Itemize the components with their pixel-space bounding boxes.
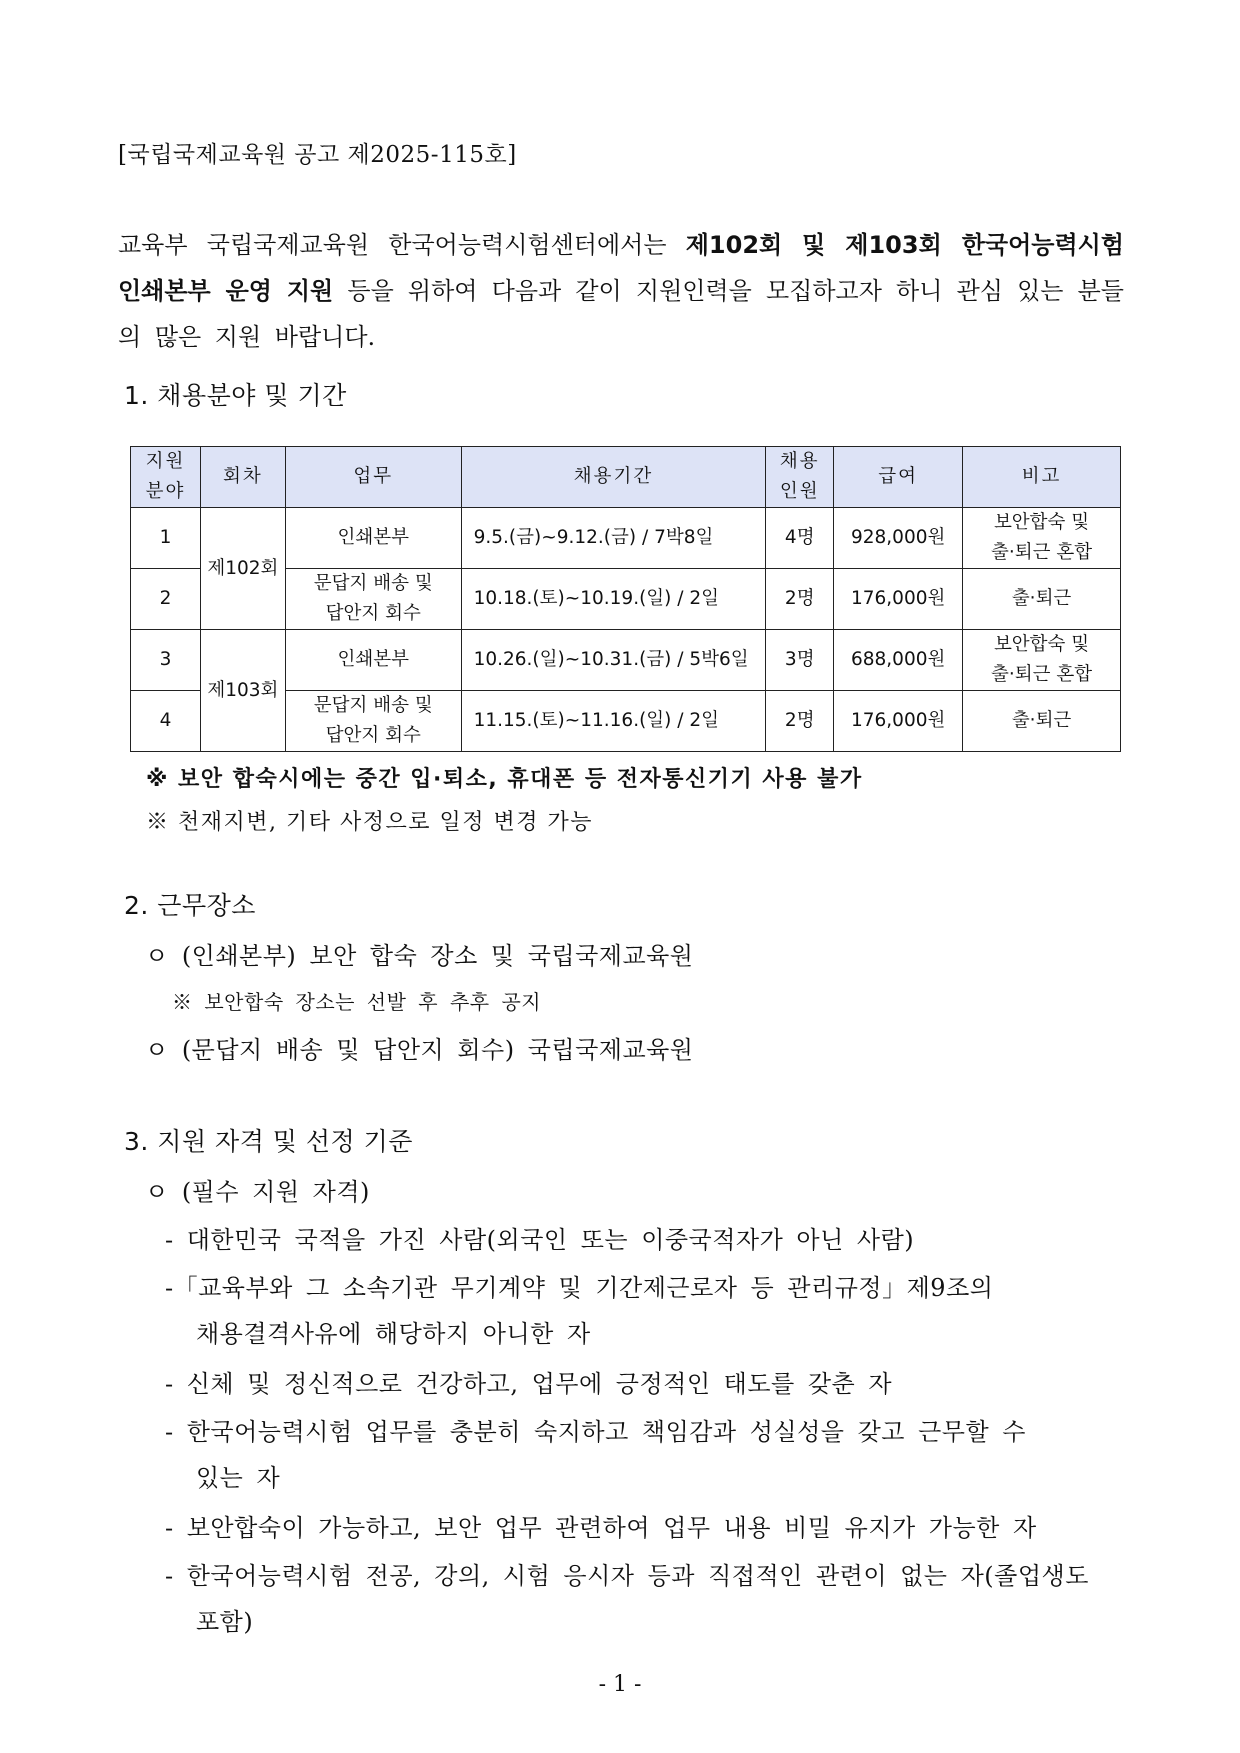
section2-title: 2. 근무장소	[124, 891, 256, 920]
note-schedule: ※ 천재지변, 기타 사정으로 일정 변경 가능	[146, 810, 593, 835]
notice-number: [국립국제교육원 공고 제2025-115호]	[118, 142, 517, 168]
table-row	[131, 508, 1121, 569]
cell-pay: 928,000원	[834, 508, 963, 569]
header-round: 회차	[200, 447, 285, 508]
cell-remark: 출·퇴근	[963, 569, 1121, 630]
header-pay: 급여	[834, 447, 963, 508]
workplace-item-1-note: ※ 보안합숙 장소는 선발 후 추후 공지	[172, 990, 542, 1014]
intro-paragraph	[118, 222, 1124, 360]
cell-task: 문답지 배송 및 답안지 회수	[285, 691, 461, 752]
header-period: 채용기간	[461, 447, 766, 508]
header-task: 업무	[285, 447, 461, 508]
cell-remark: 보안합숙 및 출·퇴근 혼합	[963, 630, 1121, 691]
cell-count: 2명	[766, 691, 834, 752]
cell-count: 3명	[766, 630, 834, 691]
cell-round: 제102회	[200, 508, 285, 630]
cell-remark: 보안합숙 및 출·퇴근 혼합	[963, 508, 1121, 569]
cell-period: 9.5.(금)~9.12.(금) / 7박8일	[461, 508, 766, 569]
list-item: - 보안합숙이 가능하고, 보안 업무 관련하여 업무 내용 비밀 유지가 가능한 자	[165, 1514, 1037, 1542]
recruit-table	[130, 446, 1121, 752]
cell-count: 4명	[766, 508, 834, 569]
cell-task: 문답지 배송 및 답안지 회수	[285, 569, 461, 630]
header-count: 채용 인원	[766, 447, 834, 508]
list-item: - 한국어능력시험 전공, 강의, 시험 응시자 등과 직접적인 관련이 없는 자(졸업생도	[165, 1562, 1089, 1590]
list-item: - 한국어능력시험 업무를 충분히 숙지하고 책임감과 성실성을 갖고 근무할 수	[165, 1418, 1026, 1446]
section3-title: 3. 지원 자격 및 선정 기준	[124, 1127, 413, 1156]
header-field: 지원 분야	[131, 447, 201, 508]
header-remark: 비고	[963, 447, 1121, 508]
list-item: - 신체 및 정신적으로 건강하고, 업무에 긍정적인 태도를 갖춘 자	[165, 1370, 892, 1398]
list-item-continuation: 채용결격사유에 해당하지 아니한 자	[196, 1320, 591, 1348]
note-security: ※ 보안 합숙시에는 중간 입·퇴소, 휴대폰 등 전자통신기기 사용 불가	[146, 767, 863, 792]
workplace-item-2: ㅇ (문답지 배송 및 답안지 회수) 국립국제교육원	[145, 1036, 694, 1064]
list-item: - 대한민국 국적을 가진 사람(외국인 또는 이중국적자가 아닌 사람)	[165, 1226, 915, 1254]
cell-period: 11.15.(토)~11.16.(일) / 2일	[461, 691, 766, 752]
cell-period: 10.26.(일)~10.31.(금) / 5박6일	[461, 630, 766, 691]
workplace-item-1: ㅇ (인쇄본부) 보안 합숙 장소 및 국립국제교육원	[145, 942, 694, 970]
cell-pay: 176,000원	[834, 569, 963, 630]
cell-pay: 176,000원	[834, 691, 963, 752]
list-item-continuation: 포함)	[196, 1608, 254, 1636]
cell-pay: 688,000원	[834, 630, 963, 691]
cell-task: 인쇄본부	[285, 630, 461, 691]
cell-task: 인쇄본부	[285, 508, 461, 569]
intro-text-2: 등을 위하여 다음과 같이 지원인력을 모집하고자 하니 관심 있는 분들의 많은 지원 바랍니다.	[118, 277, 1124, 351]
qualification-subtitle: ㅇ (필수 지원 자격)	[145, 1178, 370, 1206]
table-row	[131, 630, 1121, 691]
cell-no: 2	[131, 569, 201, 630]
list-item-continuation: 있는 자	[196, 1464, 281, 1492]
table-header-row	[131, 447, 1121, 508]
cell-no: 4	[131, 691, 201, 752]
page-number: - 1 -	[598, 1672, 642, 1697]
cell-count: 2명	[766, 569, 834, 630]
cell-period: 10.18.(토)~10.19.(일) / 2일	[461, 569, 766, 630]
intro-text-1: 교육부 국립국제교육원 한국어능력시험센터에서는	[118, 231, 686, 259]
cell-no: 3	[131, 630, 201, 691]
section1-title: 1. 채용분야 및 기간	[124, 381, 347, 410]
intro-bold-text: 제102회 및 제103회 한국어능력시험 인쇄본부 운영 지원	[118, 231, 1124, 305]
cell-no: 1	[131, 508, 201, 569]
cell-round: 제103회	[200, 630, 285, 752]
list-item: -「교육부와 그 소속기관 무기계약 및 기간제근로자 등 관리규정」제9조의	[165, 1274, 994, 1302]
cell-remark: 출·퇴근	[963, 691, 1121, 752]
